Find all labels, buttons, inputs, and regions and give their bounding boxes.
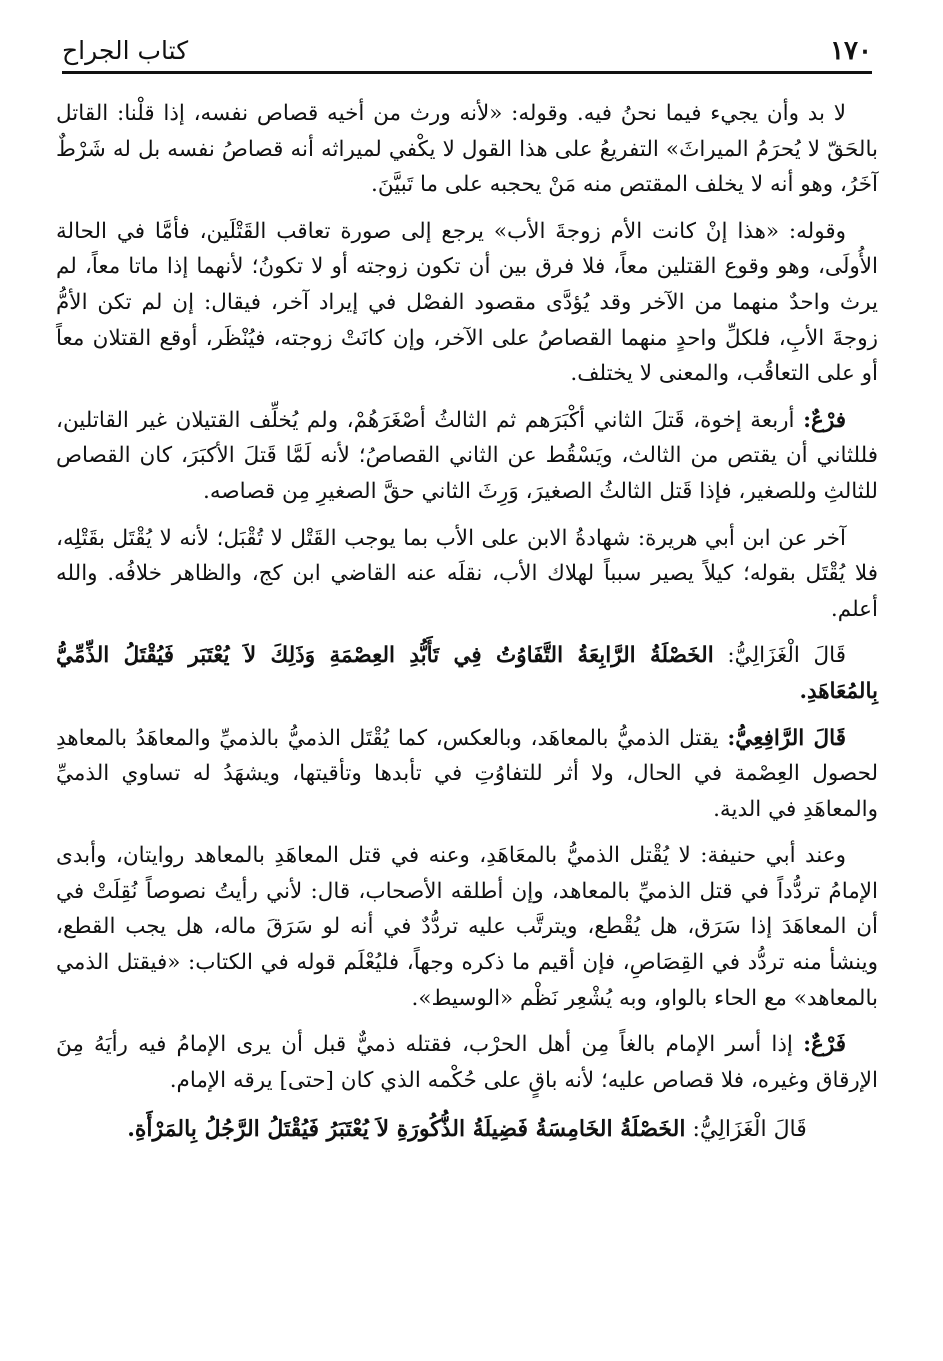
paragraph-label: قَالَ الْغَزَالِيُّ: xyxy=(727,643,846,669)
paragraph-text: لا بد وأن يجيء فيما نحنُ فيه. وقوله: «لأنه ورث من أخيه قصاص نفسه، إذا قلْنا: القاتل بالحَقّ لا يُحرَمُ الميراثَ» التفريعُ على هذا القول لا يكْفي لميراثه أنه قصاصُ نفسه بل له شَرْطٌ آخَرُ، وهو أنه لا يخلف المقتص منه مَنْ يحجبه على ما تَبيَّنَ. xyxy=(56,101,878,198)
paragraph-text: إذا أسر الإمام بالغاً مِن أهل الحرْب، فقتله ذميٌّ قبل أن يرى الإمامُ فيه رأيَهُ مِنَ الإرقاق وغيره، فلا قصاص عليه؛ لأنه باقٍ على حُكْمه الذي كان [حتى] يرقه الإمام. xyxy=(56,1032,878,1093)
paragraph xyxy=(56,1027,878,1098)
paragraph-text: آخر عن ابن أبي هريرة: شهادةُ الابن على الأب بما يوجب القَتْل لا تُقْبَل؛ لأنه لا يُقْتَل بقَتْلِه، فلا يُقْتَل بقوله؛ كيلاً يصير سبباً لهلاك الأب، نقلَه عنه القاضي ابن كج، والظاهر خلافُه. والله أعلم. xyxy=(56,525,878,622)
paragraph-text: يقتل الذميُّ بالمعاهَد، وبالعكس، كما يُقْتَل الذميُّ بالذميِّ والمعاهَدُ بالمعاهدِ لحصول العِصْمة في الحال، ولا أثر للتفاوُتِ في تأبدها وتأقيتها، ويشهَدُ له تساوي الذميِّ والمعاهَدِ في الدية. xyxy=(56,725,878,822)
book-title: كتاب الجراح xyxy=(62,36,189,65)
final-text: الخَصْلَةُ الخَامِسَةُ فَضِيلَةُ الذُّكُورَةِ لاَ يُعْتَبَرُ فَيُقْتَلُ الرَّجُلُ بِالمَرْأَةِ. xyxy=(127,1116,686,1143)
paragraph-label: فرْعٌ: xyxy=(803,407,846,433)
paragraph-text: أربعة إخوة، قَتلَ الثاني أكْبَرَهم ثم الثالثُ أصْغَرَهُمْ، ولم يُخلِّف القتيلان غير القاتلين، فللثاني أن يقتص من الثالث، ويَسْقُط عن الثاني القصاصُ؛ لأنه لَمَّا قَتلَ الأكبَرَ، كان القصاص للثالثِ وللصغير، فإذا قَتل الثالثُ الصغيرَ، وَرِثَ الثاني حقَّ الصغيرِ مِن قصاصه. xyxy=(56,407,878,504)
paragraph-label: قَالَ الرَّافِعِيُّ: xyxy=(727,725,846,751)
paragraph-text: وقوله: «هذا إنْ كانت الأم زوجةَ الأب» يرجع إلى صورة تعاقب القَتْلَين، فأمَّا في الحالة الأُولَى، وهو وقوع القتلين معاً، فلا فرق بين أن تكون زوجته أو لا تكونُ؛ لأنهما إذا ماتا معاً، لم يرث واحدٌ منهما من الآخر وقد يُؤدَّى مقصود الفصْل في إيراد آخر، فيقال: إن لم تكن الأمُّ زوجةَ الأبِ، فلكلِّ واحدٍ منهما القصاصُ على الآخر، وإن كانَتْ زوجته، فيُنْظَر، أوقع القتلان معاً أو على التعاقُب، والمعنى لا يختلف. xyxy=(56,218,878,387)
paragraph xyxy=(56,214,878,392)
paragraph xyxy=(56,403,878,510)
paragraph xyxy=(56,521,878,628)
paragraph xyxy=(56,838,878,1016)
final-heading xyxy=(56,1112,878,1148)
paragraph-label: فَرْعٌ: xyxy=(803,1032,846,1058)
paragraph xyxy=(56,96,878,203)
paragraph-text: الخَصْلَةُ الرَّابِعَةُ التَّفَاوُتُ فِي تَأَبُّدِ العِصْمَةِ وَذَلِكَ لاَ يُعْتَبَر فَيُقْتَلُ الذِّمِّيُّ بِالمُعَاهَدِ. xyxy=(56,643,878,704)
page-body xyxy=(56,96,878,1159)
header-rule xyxy=(62,71,872,74)
paragraph xyxy=(56,638,878,709)
paragraph xyxy=(56,721,878,828)
page-number: ١٧٠ xyxy=(830,36,872,66)
final-label: قَالَ الْغَزَالِيُّ: xyxy=(692,1117,807,1143)
page-header xyxy=(62,28,872,74)
paragraph-text: وعند أبي حنيفة: لا يُقْتل الذميُّ بالمعَاهَدِ، وعنه في قتل المعاهَدِ بالمعاهد روايتان، وأبدى الإمامُ تردُّداً في قتل الذميِّ بالمعاهد، وإن أطلقه الأصحاب، قال: لأني رأيتُ نصوصاً نُقِلَتْ في أن المعاهَدَ إذا سَرَق، هل يُقْطع، ويترتَّب عليه تردُّدٌ في أنه لو سَرَقَ ماله، هل يجب القطع، وينشأ منه تردُّد في القِصَاصِ، فإن أقيم ما ذكره وجهاً، فليُعْلَم قوله في الكتاب: «فيقتل الذمي بالمعاهد» مع الحاء بالواو، وبه يُشْعِر نَظْم «الوسيط». xyxy=(56,843,878,1011)
